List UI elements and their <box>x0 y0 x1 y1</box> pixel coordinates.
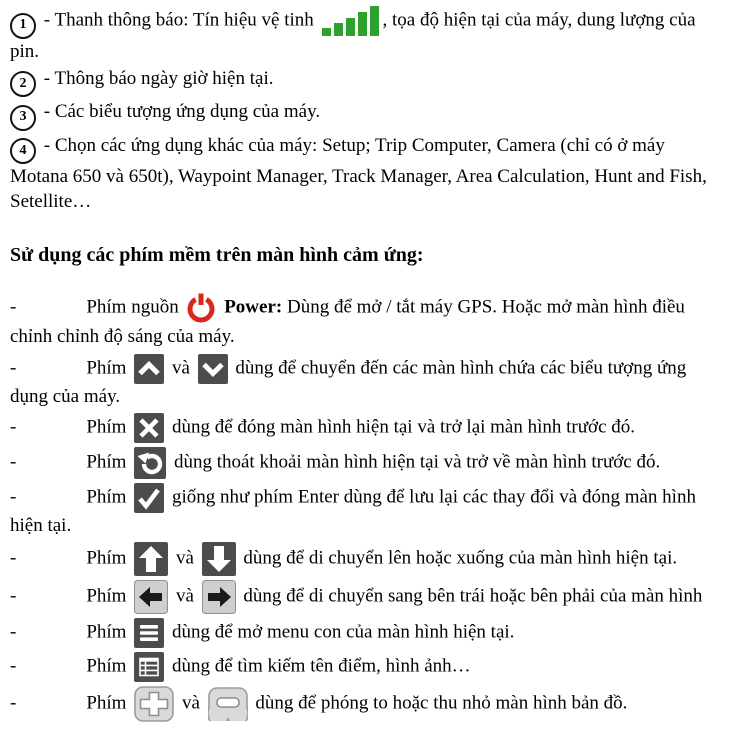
arrow-right-icon <box>202 580 236 614</box>
zoom-in-icon <box>134 686 174 722</box>
text-run: Phím <box>86 621 132 643</box>
text-run: Phím <box>86 451 132 473</box>
softkey-list-item <box>10 483 720 538</box>
list-dash: - <box>10 357 17 379</box>
arrow-up-icon <box>134 542 168 576</box>
list-dash: - <box>10 486 17 508</box>
text-run: dùng để chuyển đến các màn hình chứa các biểu tượng ứng dụng của máy. <box>10 357 687 407</box>
softkey-list-item <box>10 292 720 349</box>
list-dash: - <box>10 547 17 569</box>
intro-paragraph <box>10 99 720 130</box>
zoom-out-icon <box>208 687 248 721</box>
menu-icon <box>134 618 164 648</box>
power-icon <box>186 292 216 324</box>
text-run: giống như phím Enter dùng để lưu lại các thay đổi và đóng màn hình hiện tại. <box>10 486 696 536</box>
circled-number-4: 4 <box>10 138 36 164</box>
circled-number-2: 2 <box>10 71 36 97</box>
circled-number-3: 3 <box>10 105 36 131</box>
intro-paragraph <box>10 66 720 97</box>
list-dash: - <box>10 451 17 473</box>
text-run: Phím nguồn <box>86 296 184 318</box>
text-run: - Các biểu tượng ứng dụng của máy. <box>39 101 321 123</box>
text-run: Phím <box>86 486 132 508</box>
text-run: Dùng để mở / tắt máy GPS. Hoặc mở màn hình điều chỉnh chỉnh độ sáng của máy. <box>10 296 685 348</box>
text-run: và <box>171 585 199 607</box>
softkey-list-item <box>10 354 720 409</box>
text-run: và <box>171 547 199 569</box>
softkeys-section <box>10 292 720 722</box>
text-run: dùng để phóng to hoặc thu nhỏ màn hình bản đồ. <box>250 692 628 714</box>
chevron-up-icon <box>134 354 164 384</box>
section-heading: Sử dụng các phím mềm trên màn hình cảm ứng: <box>10 244 424 267</box>
text-run: và <box>167 357 195 379</box>
text-run: Phím <box>86 692 132 714</box>
softkey-list-item <box>10 447 720 479</box>
text-run: dùng để di chuyển sang bên trái hoặc bên phải của màn hình <box>238 585 703 607</box>
text-run: , tọa độ hiện tại của máy, dung lượng của pin. <box>10 9 696 62</box>
bold-text: Power: <box>219 296 283 318</box>
softkey-list-item <box>10 686 720 722</box>
intro-paragraph <box>10 133 720 215</box>
list-dash: - <box>10 621 17 643</box>
text-run: dùng để di chuyển lên hoặc xuống của màn hình hiện tại. <box>238 547 678 569</box>
intro-paragraph <box>10 6 720 64</box>
text-run: - Thanh thông báo: Tín hiệu vệ tinh <box>39 9 319 31</box>
text-run: dùng để đóng màn hình hiện tại và trở lại màn hình trước đó. <box>167 416 636 438</box>
chevron-down-icon <box>198 354 228 384</box>
intro-section <box>10 6 720 214</box>
search-grid-icon <box>134 652 164 682</box>
circled-number-1: 1 <box>10 13 36 39</box>
list-dash: - <box>10 416 17 438</box>
text-run: Phím <box>86 655 132 677</box>
back-icon <box>134 447 166 479</box>
softkey-list-item <box>10 413 720 443</box>
check-icon <box>134 483 164 513</box>
text-run: Phím <box>86 416 132 438</box>
list-dash: - <box>10 296 17 318</box>
signal-bars-icon <box>322 6 380 36</box>
softkey-list-item <box>10 580 720 614</box>
text-run: - Chọn các ứng dụng khác của máy: Setup; Trip Computer, Camera (chỉ có ở máy Motana 650 và 650t), Waypoint Manager, Track Manager, Area Calculation, Hunt and Fish, Setellite… <box>10 134 707 213</box>
text-run: dùng để tìm kiếm tên điểm, hình ảnh… <box>167 655 471 677</box>
softkey-list-item <box>10 542 720 576</box>
text-run: Phím <box>86 585 132 607</box>
list-dash: - <box>10 655 17 677</box>
text-run: và <box>177 692 205 714</box>
list-dash: - <box>10 585 17 607</box>
arrow-down-icon <box>202 542 236 576</box>
text-run: dùng thoát khoải màn hình hiện tại và trở về màn hình trước đó. <box>169 451 661 473</box>
arrow-left-icon <box>134 580 168 614</box>
text-run: dùng để mở menu con của màn hình hiện tại. <box>167 621 515 643</box>
close-icon <box>134 413 164 443</box>
text-run: Phím <box>86 547 132 569</box>
list-dash: - <box>10 692 17 714</box>
softkey-list-item <box>10 618 720 648</box>
text-run: Phím <box>86 357 132 379</box>
softkey-list-item <box>10 652 720 682</box>
text-run: - Thông báo ngày giờ hiện tại. <box>39 67 274 89</box>
